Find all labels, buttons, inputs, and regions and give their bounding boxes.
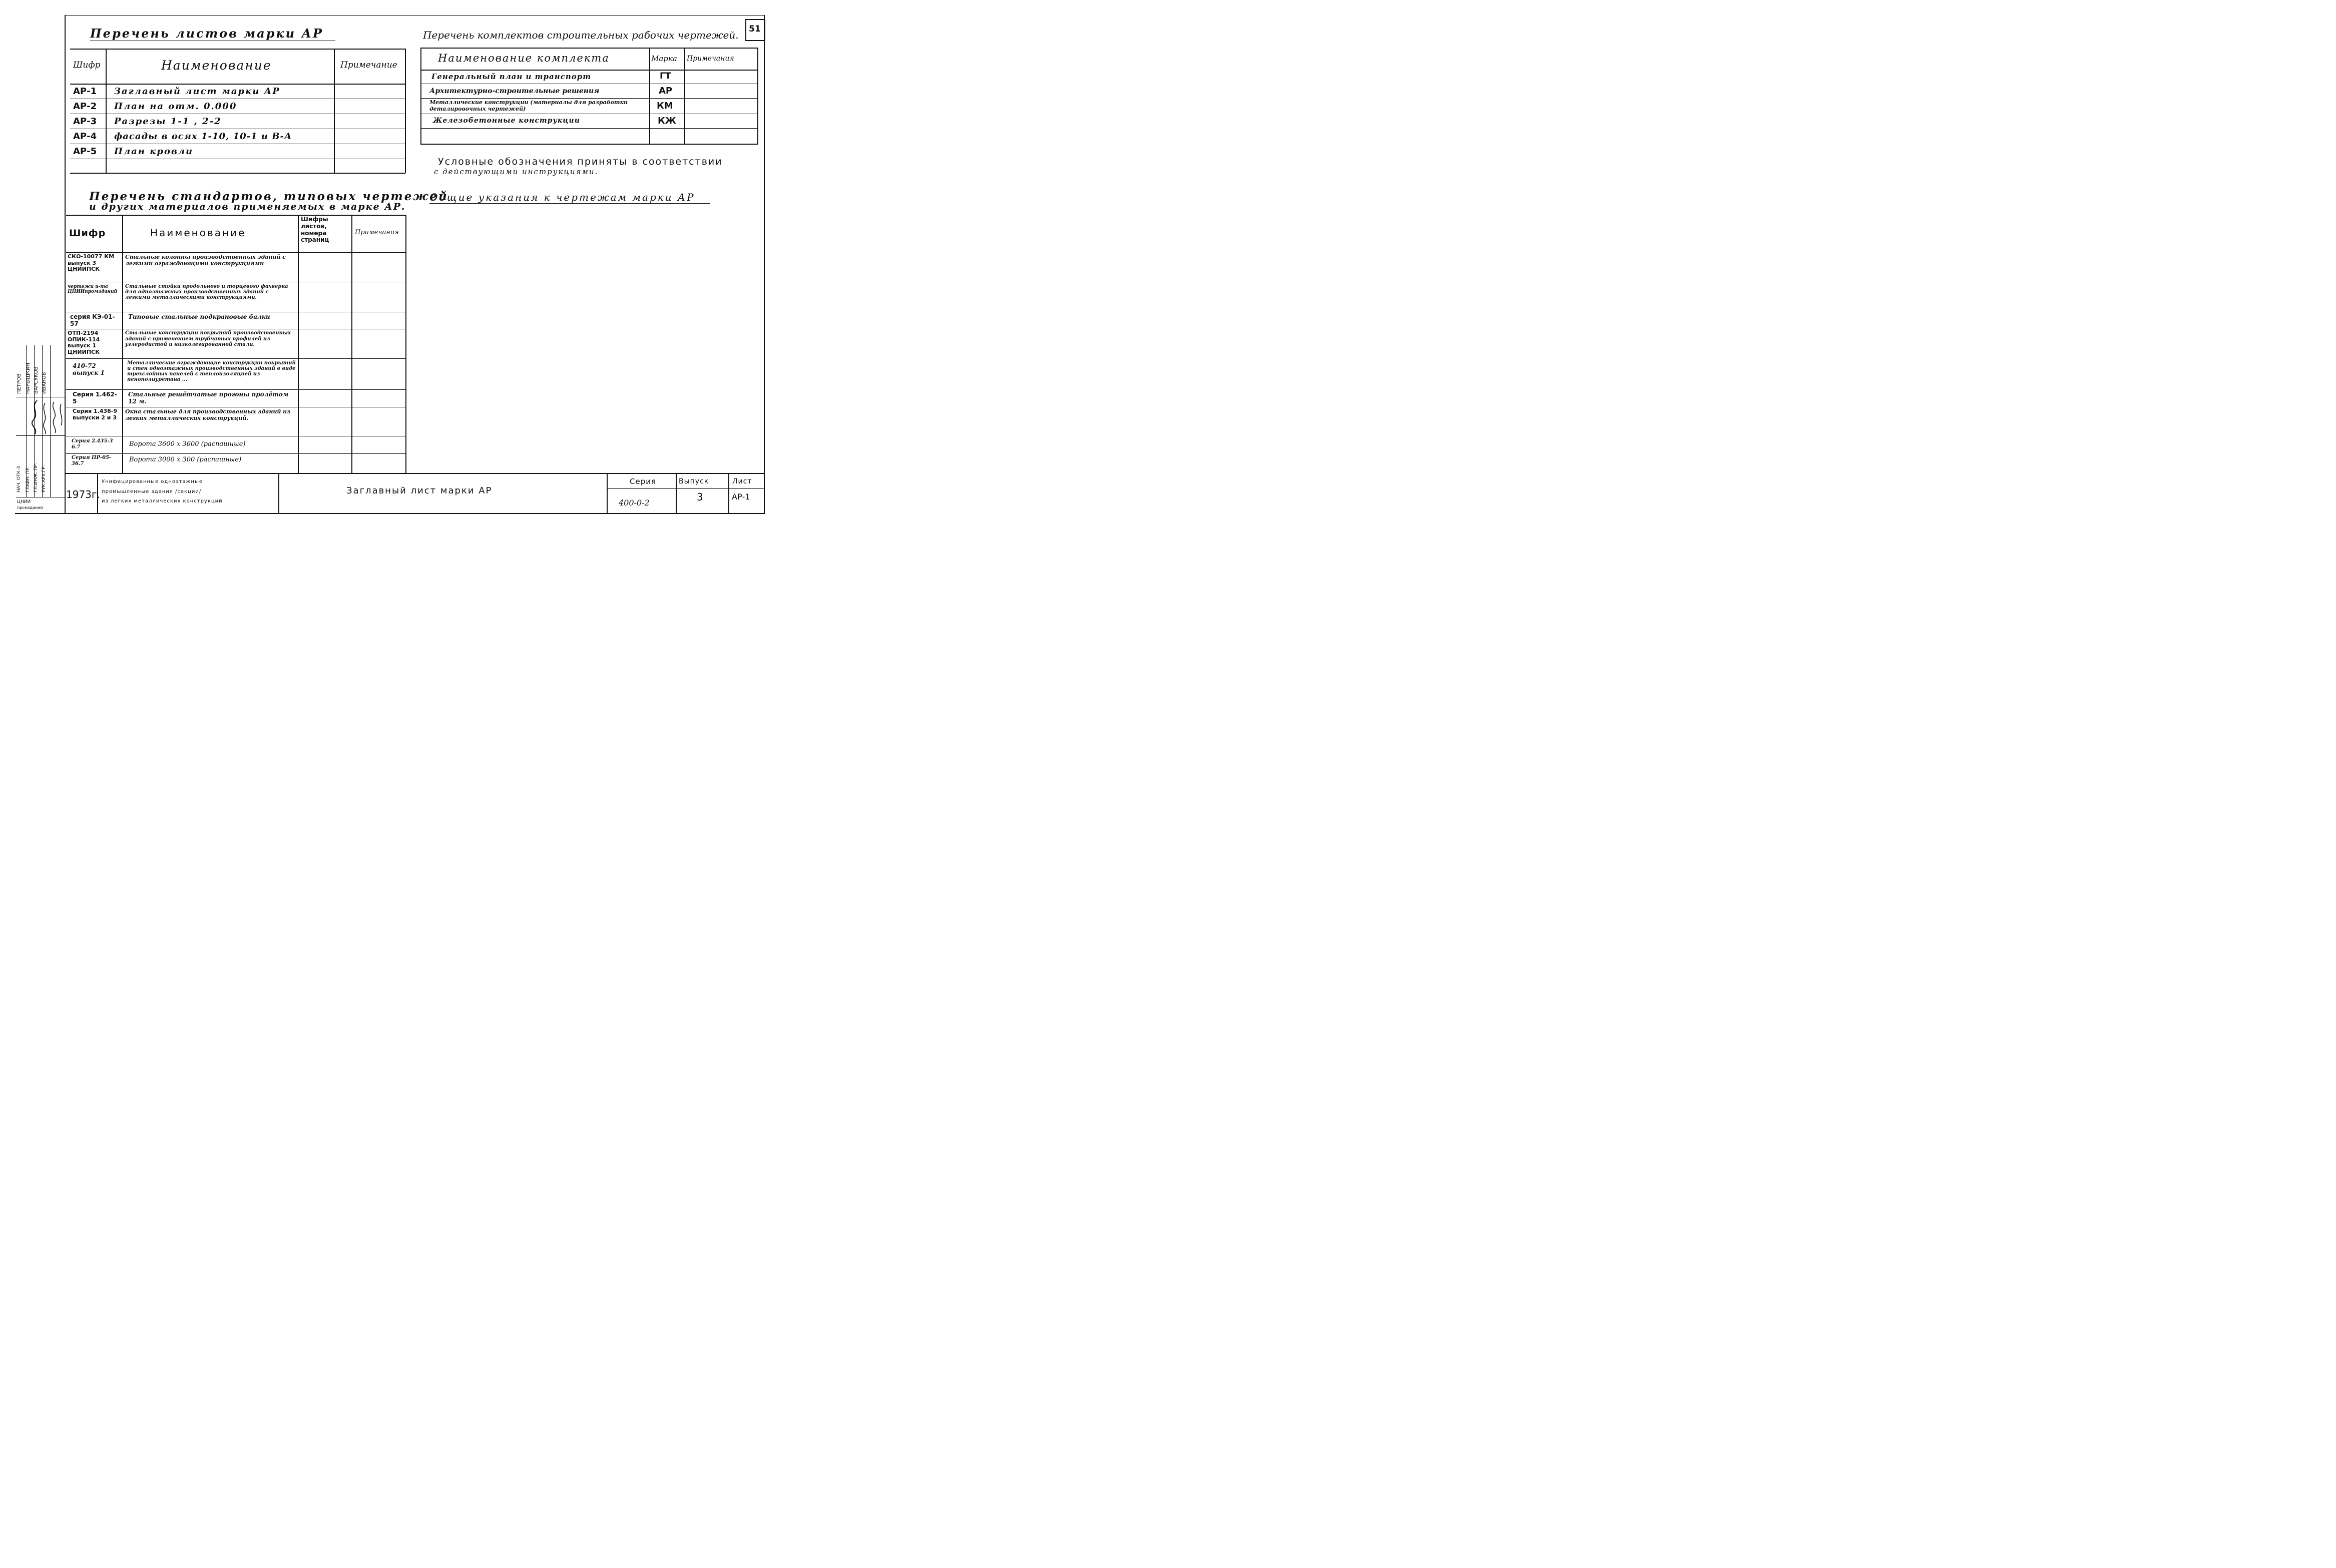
sheets-row-name: Разрезы 1-1 , 2-2 xyxy=(114,116,222,127)
org-line1: ЦНИИ xyxy=(17,499,31,504)
stamp-project-line2: промышленные здания /секции/ xyxy=(102,489,202,494)
standards-col xyxy=(405,215,406,473)
sets-row-name: Генеральный план и транспорт xyxy=(431,72,592,81)
standards-col xyxy=(351,215,352,473)
general-notes-title: Общие указания к чертежам марки АР xyxy=(429,191,695,203)
standards-header-name: Наименование xyxy=(150,227,246,239)
sheets-line xyxy=(70,49,405,50)
signature-role: ГЛ.ИНЖ. ПР. xyxy=(34,462,39,492)
drawing-sheet xyxy=(0,0,785,523)
standards-row-code: Серия 1.462-5 xyxy=(73,391,117,405)
left-border xyxy=(65,15,66,514)
standards-title-line1: Перечень стандартов, типовых чертежей xyxy=(89,190,448,203)
stamp-sheet-title: Заглавный лист марки АР xyxy=(346,485,493,496)
standards-line xyxy=(66,453,406,454)
standards-row-name: Окна стальные для производственных зданий из легких металлических конструкций. xyxy=(125,408,291,421)
standards-row-name: Стальные конструкции покрытий производственных зданий с применением трубчатых профилей из углеродистой и низколегированной стали. xyxy=(125,330,291,347)
sets-row-mark: ГТ xyxy=(660,71,671,81)
sets-col xyxy=(684,48,685,144)
stamp-project-line1: Унифицированные одноэтажные xyxy=(102,479,203,484)
stamp-year: 1973г. xyxy=(66,488,100,500)
signature-line xyxy=(16,435,65,436)
sets-line xyxy=(420,128,758,129)
standards-row-code: СКО-10077 КМ выпуск 3 ЦНИИПСК xyxy=(68,253,115,273)
sheets-row-code: АР-3 xyxy=(73,116,97,127)
handwritten-signatures xyxy=(15,398,65,435)
sets-row-mark: АР xyxy=(659,86,673,96)
sheets-col xyxy=(106,49,107,173)
sheets-row-code: АР-2 xyxy=(73,101,97,112)
page-number: 51 xyxy=(749,24,761,34)
sheets-line xyxy=(70,84,405,85)
sets-col xyxy=(420,48,421,144)
stamp-col xyxy=(607,473,608,513)
sheets-header-note: Примечание xyxy=(340,60,397,70)
signature-name: НАРЫШКИН xyxy=(26,362,31,394)
symbols-note-line1: Условные обозначения приняты в соответствии xyxy=(438,156,723,167)
standards-line xyxy=(66,358,406,359)
sheets-header-name: Наименование xyxy=(161,58,272,73)
symbols-note-line2: с действующими инструкциями. xyxy=(434,167,599,176)
standards-row-name: Стальные стойки продольного и торцевого фахверка для одноэтажных производственных зданий с легкими металлическими конструкциями. xyxy=(125,284,288,300)
sheets-row-code: АР-4 xyxy=(73,131,97,142)
standards-row-name: Ворота 3000 x 300 (распашные) xyxy=(129,456,242,463)
standards-row-code: Серия 1.436-9 выпуски 2 и 3 xyxy=(73,408,118,421)
sheets-line xyxy=(70,173,405,174)
standards-row-name: Стальные колонны производственных зданий с легкими ограждающими конструкциями xyxy=(125,254,286,267)
sets-line xyxy=(420,70,758,71)
sheets-col xyxy=(334,49,335,173)
sets-row-name: Архитектурно-строительные решения xyxy=(429,87,600,95)
standards-line xyxy=(66,389,406,390)
standards-line xyxy=(66,215,406,216)
signature-role: НАЧ. ОТК-3 xyxy=(17,466,22,492)
stamp-col xyxy=(278,473,279,513)
standards-header-pages: Шифры листов, номера страниц xyxy=(301,216,329,244)
standards-row-code: ОТП-2194 ОПИК-114 выпуск 1 ЦНИИПСК xyxy=(68,330,100,355)
stamp-issue-label: Выпуск xyxy=(679,477,709,485)
signature-role: РУК.АРХ.ГР. xyxy=(42,465,47,492)
sets-title: Перечень комплектов строительных рабочих чертежей. xyxy=(423,29,739,41)
top-border xyxy=(65,15,764,16)
standards-row-code: серия КЭ-01-57 xyxy=(70,313,115,327)
sets-row-name: Железобетонные конструкции xyxy=(433,117,580,125)
signature-name: ПЕТРОВ xyxy=(17,373,22,394)
stamp-project-line3: из легких металлических конструкций xyxy=(102,498,223,504)
sheets-row-name: Заглавный лист марки АР xyxy=(114,86,280,97)
sets-header-note: Примечания xyxy=(687,55,734,63)
general-notes-underline xyxy=(429,203,710,204)
standards-row-code: Серия 2.435-3 6.7 xyxy=(72,438,113,450)
standards-row-name: Металлические ограждающие конструкции покрытий и стен одноэтажных производственных зданий в виде трехслойных панелей с теплоизоляцией из пенополиуретана ... xyxy=(127,360,296,382)
sets-row-mark: КМ xyxy=(657,101,673,111)
stamp-top-line xyxy=(65,473,764,474)
standards-row-code: Серия ПР-05-36.7 xyxy=(72,455,112,466)
sets-line xyxy=(420,144,758,145)
sets-row-mark: КЖ xyxy=(658,116,676,126)
sets-header-name: Наименование комплекта xyxy=(438,52,610,64)
stamp-series-value: 400-0-2 xyxy=(619,498,650,507)
sheets-row-name: фасады в осях 1-10, 10-1 и В-А xyxy=(114,131,292,142)
standards-row-name: Ворота 3600 x 3600 (распашные) xyxy=(129,440,246,448)
sets-line xyxy=(420,98,758,99)
sheets-row-code: АР-5 xyxy=(73,146,97,157)
sheets-col xyxy=(405,49,406,173)
sets-row-name: Металлические конструкции (материалы для разработки деталировочных чертежей) xyxy=(429,99,628,112)
signature-role: ГЛАВН. ПР. xyxy=(26,466,31,492)
bottom-border xyxy=(15,513,765,514)
stamp-sheet-label: Лист xyxy=(732,477,752,485)
standards-line xyxy=(66,252,406,253)
standards-title-line2: и других материалов применяемых в марке АР. xyxy=(89,201,406,212)
sheets-row-name: План на отм. 0.000 xyxy=(114,101,237,112)
standards-col xyxy=(122,215,123,473)
stamp-issue-value: 3 xyxy=(697,491,703,503)
stamp-series-label: Серия xyxy=(630,477,656,486)
standards-row-name: Стальные решётчатые прогоны пролётом 12 м. xyxy=(128,391,289,405)
right-border xyxy=(764,15,765,514)
standards-col xyxy=(298,215,299,473)
sheets-row-code: АР-1 xyxy=(73,86,97,97)
sets-header-mark: Марка xyxy=(651,54,677,63)
stamp-sheet-value: АР-1 xyxy=(732,492,750,501)
standards-header-note: Примечания xyxy=(355,229,399,236)
signature-name: ВАРСУКОВ xyxy=(34,366,39,394)
sets-col xyxy=(757,48,758,144)
standards-row-name: Типовые стальные подкрановые балки xyxy=(128,313,270,320)
sets-col xyxy=(649,48,650,144)
sheets-row-name: План кровли xyxy=(114,146,194,157)
stamp-col xyxy=(728,473,729,513)
sheets-title: Перечень листов марки АР xyxy=(90,26,324,41)
sheets-header-code: Шифр xyxy=(73,60,101,70)
signature-name: ИВАНОВ xyxy=(42,372,47,394)
sets-line xyxy=(420,48,758,49)
standards-row-code: 410-72 выпуск 1 xyxy=(73,362,105,376)
standards-row-code: чертежи и-та ЦНИИпромзданий xyxy=(68,284,118,295)
org-line2: промзданий xyxy=(17,505,43,510)
stamp-inner-line xyxy=(607,488,764,489)
standards-header-code: Шифр xyxy=(69,228,106,239)
stamp-col xyxy=(676,473,677,513)
